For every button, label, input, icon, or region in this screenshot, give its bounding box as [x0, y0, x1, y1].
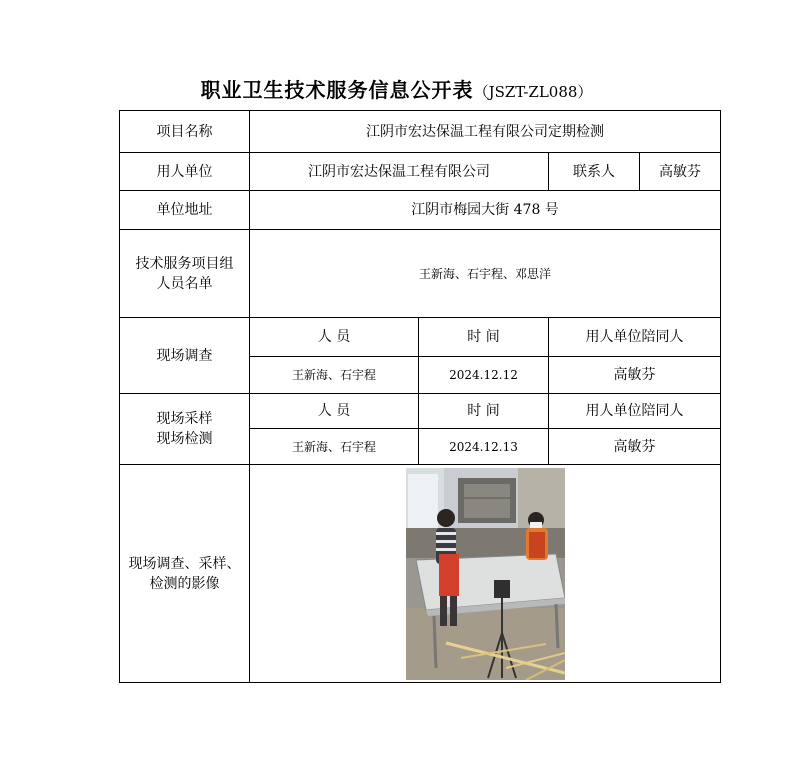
project-label: 项目名称 — [120, 111, 250, 153]
survey-escort: 高敏芬 — [549, 357, 721, 394]
row-survey-header — [120, 318, 721, 357]
team-label-line1: 技术服务项目组 — [135, 255, 234, 272]
row-sampling-header — [120, 394, 721, 429]
sampling-label — [120, 394, 250, 465]
sampling-escort-header: 用人单位陪同人 — [549, 394, 721, 429]
photo-cell — [250, 465, 721, 683]
contact-value: 高敏芬 — [640, 153, 721, 191]
info-table — [119, 110, 721, 683]
sampling-date: 2024.12.13 — [419, 429, 549, 465]
address-value: 江阴市梅园大街 478 号 — [250, 191, 721, 230]
sampling-personnel-header: 人 员 — [250, 394, 419, 429]
team-label — [120, 230, 250, 318]
document-title — [0, 74, 793, 103]
team-value: 王新海、石宇程、邓思洋 — [250, 230, 721, 318]
contact-label: 联系人 — [549, 153, 640, 191]
address-label: 单位地址 — [120, 191, 250, 230]
row-employer — [120, 153, 721, 191]
survey-personnel: 王新海、石宇程 — [250, 357, 419, 394]
sampling-label-line1: 现场采样 — [156, 411, 213, 427]
photo-label-line1: 现场调查、采样、 — [128, 555, 241, 572]
survey-label: 现场调查 — [120, 318, 250, 394]
row-address — [120, 191, 721, 230]
row-team — [120, 230, 721, 318]
form-code: （JSZT-ZL088） — [473, 83, 593, 101]
photo-label-line2: 检测的影像 — [149, 575, 220, 592]
row-project — [120, 111, 721, 153]
employer-value: 江阴市宏达保温工程有限公司 — [250, 153, 549, 191]
title-text: 职业卫生技术服务信息公开表 — [200, 78, 474, 102]
photo-label — [120, 465, 250, 683]
sampling-time-header: 时 间 — [419, 394, 549, 429]
site-photo-icon — [406, 468, 565, 680]
sampling-personnel: 王新海、石宇程 — [250, 429, 419, 465]
survey-escort-header: 用人单位陪同人 — [549, 318, 721, 357]
sampling-escort: 高敏芬 — [549, 429, 721, 465]
team-label-line2: 人员名单 — [156, 275, 213, 292]
sampling-label-line2: 现场检测 — [156, 431, 213, 447]
survey-time-header: 时 间 — [419, 318, 549, 357]
employer-label: 用人单位 — [120, 153, 250, 191]
survey-personnel-header: 人 员 — [250, 318, 419, 357]
row-photo — [120, 465, 721, 683]
project-value: 江阴市宏达保温工程有限公司定期检测 — [250, 111, 721, 153]
survey-date: 2024.12.12 — [419, 357, 549, 394]
